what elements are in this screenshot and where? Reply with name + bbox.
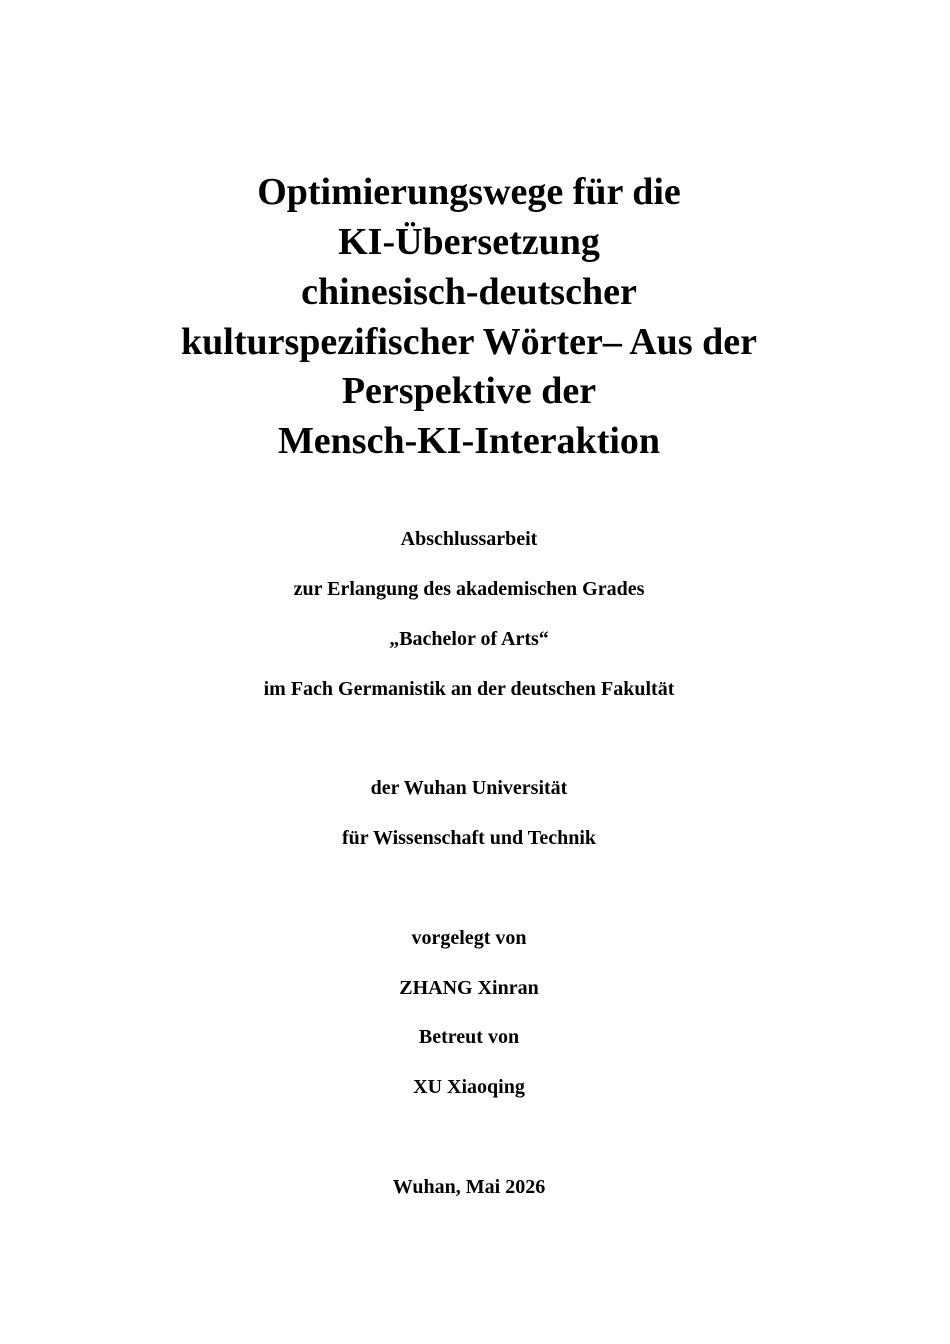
title-line-5: Perspektive der [341, 370, 597, 412]
title-line-2: KI-Übersetzung [338, 221, 600, 263]
author-name: ZHANG Xinran [399, 977, 539, 999]
place-and-date: Wuhan, Mai 2026 [392, 1176, 546, 1198]
title-line-6: Mensch-KI-Interaktion [277, 420, 661, 462]
submitted-by-label: vorgelegt von [411, 927, 527, 949]
field-of-study: im Fach Germanistik an der deutschen Fakultät [263, 678, 675, 700]
thesis-type: Abschlussarbeit [400, 528, 538, 550]
degree-name: „Bachelor of Arts“ [389, 628, 549, 650]
university-line-2: für Wissenschaft und Technik [342, 827, 596, 849]
supervised-by-label: Betreut von [418, 1026, 520, 1048]
university-line-1: der Wuhan Universität [370, 777, 568, 799]
supervisor-name: XU Xiaoqing [413, 1076, 525, 1098]
degree-intro: zur Erlangung des akademischen Grades [293, 578, 645, 600]
title-line-4: kulturspezifischer Wörter– Aus der [181, 321, 757, 363]
title-line-1: Optimierungswege für die [257, 171, 681, 213]
title-line-3: chinesisch-deutscher [301, 271, 637, 313]
